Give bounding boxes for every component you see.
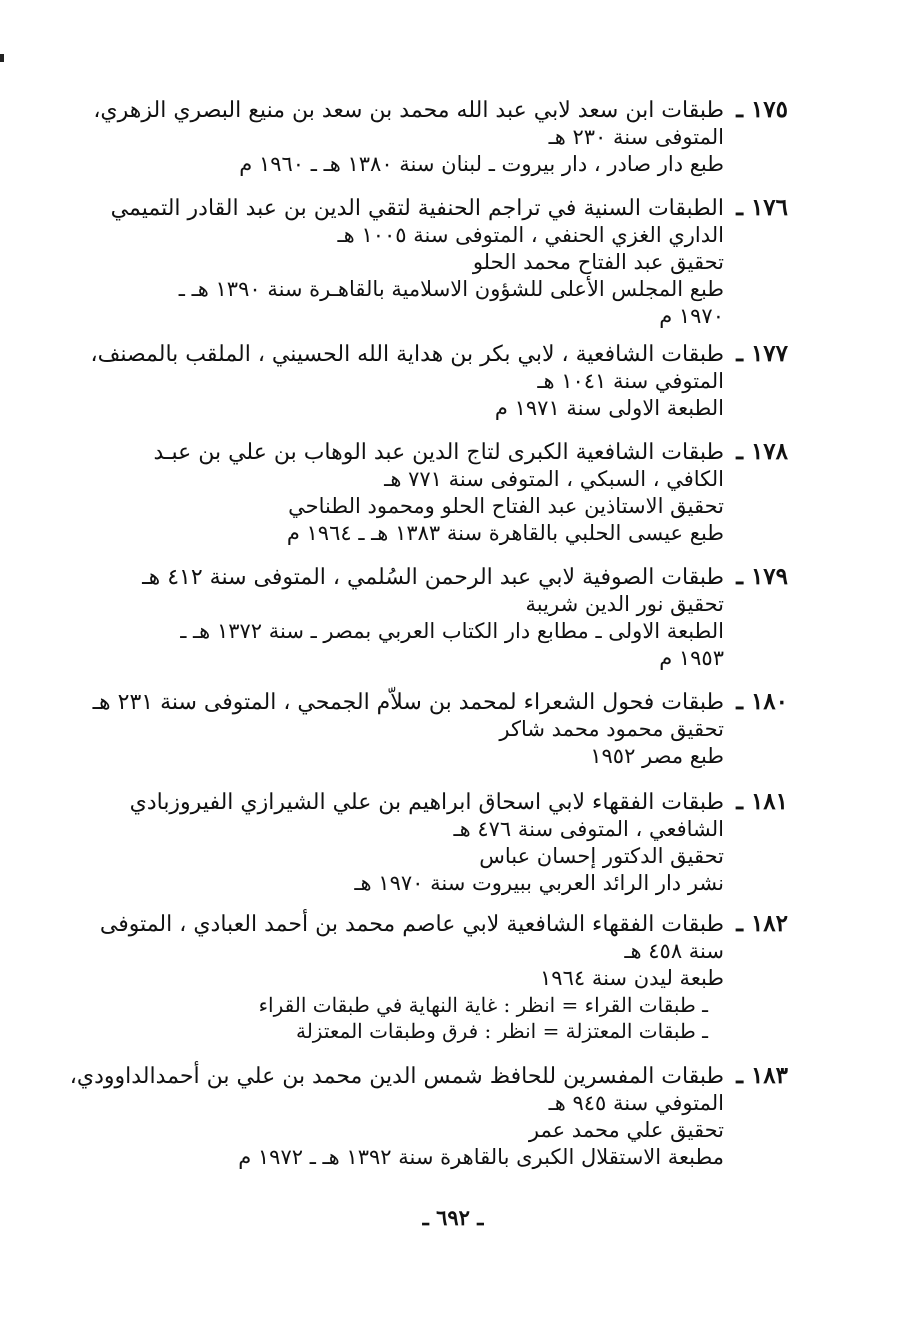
entry-line: نشر دار الرائد العربي ببيروت سنة ١٩٧٠ هـ xyxy=(354,871,724,895)
bibliography-entry xyxy=(98,910,788,1044)
entry-heading xyxy=(90,340,788,368)
entry-number: ١٧٧ ـ xyxy=(736,340,788,367)
entry-title: الطبقات السنية في تراجم الحنفية لتقي الدين بن عبد القادر التميمي xyxy=(110,196,724,221)
entry-line: الطبعة الاولى سنة ١٩٧١ م xyxy=(494,396,724,420)
entry-title: طبقات الفقهاء لابي اسحاق ابراهيم بن علي الشيرازي الفيروزبادي xyxy=(129,790,724,815)
entry-number: ١٧٩ ـ xyxy=(736,563,788,590)
entry-number: ١٧٦ ـ xyxy=(736,194,788,221)
entry-title: طبقات الصوفية لابي عبد الرحمن السُلمي ، المتوفى سنة ٤١٢ هـ xyxy=(142,565,724,590)
bibliography-entry xyxy=(98,563,788,672)
entry-heading xyxy=(98,910,788,938)
entry-line: طبع المجلس الأعلى للشؤون الاسلامية بالقاهـرة سنة ١٣٩٠ هـ ـ xyxy=(178,277,724,301)
bibliography-entry xyxy=(98,438,788,547)
entry-line: تحقيق الدكتور إحسان عباس xyxy=(479,844,724,868)
entry-number: ١٨٠ ـ xyxy=(736,688,788,715)
entry-line: المتوفى سنة ٢٣٠ هـ xyxy=(548,125,724,149)
entry-title: طبقات الفقهاء الشافعية لابي عاصم محمد بن أحمد العبادي ، المتوفى xyxy=(99,912,724,937)
cross-reference: ـ طبقات المعتزلة = انظر : فرق وطبقات المعتزلة xyxy=(295,1019,708,1043)
entry-heading xyxy=(93,96,788,124)
page-number: ـ ٦٩٢ ـ xyxy=(422,1205,484,1230)
entry-line: سنة ٤٥٨ هـ xyxy=(624,939,724,963)
cross-reference: ـ طبقات القراء = انظر : غاية النهاية في طبقات القراء xyxy=(258,993,708,1017)
entry-line: الكافي ، السبكي ، المتوفى سنة ٧٧١ هـ xyxy=(384,467,724,491)
entry-line: تحقيق عبد الفتاح محمد الحلو xyxy=(472,250,724,274)
entry-heading xyxy=(92,688,788,716)
bibliography-entry xyxy=(98,788,788,897)
entry-line: طبعة ليدن سنة ١٩٦٤ xyxy=(540,966,724,990)
entry-line: تحقيق علي محمد عمر xyxy=(528,1118,724,1142)
entry-line: تحقيق نور الدين شريبة xyxy=(525,592,724,616)
entry-line: طبع عيسى الحلبي بالقاهرة سنة ١٣٨٣ هـ ـ ١٩٦٤ م xyxy=(286,521,724,545)
entry-number: ١٨٢ ـ xyxy=(736,910,788,937)
entry-heading xyxy=(69,1062,788,1090)
entry-number: ١٨٣ ـ xyxy=(736,1062,788,1089)
entry-line: طبع دار صادر ، دار بيروت ـ لبنان سنة ١٣٨٠ هـ ـ ١٩٦٠ م xyxy=(239,152,724,176)
entry-title: طبقات الشافعية الكبرى لتاج الدين عبد الوهاب بن علي بن عبـد xyxy=(153,440,724,465)
entry-title: طبقات ابن سعد لابي عبد الله محمد بن سعد بن منيع البصري الزهري، xyxy=(93,98,724,123)
bibliography-entry xyxy=(90,340,788,422)
entry-line: طبع مصر ١٩٥٢ xyxy=(590,744,724,768)
entry-number: ١٨١ ـ xyxy=(736,788,788,815)
entry-line: الشافعي ، المتوفى سنة ٤٧٦ هـ xyxy=(453,817,724,841)
bibliography-entry xyxy=(69,1062,788,1171)
entry-title: طبقات فحول الشعراء لمحمد بن سلاّم الجمحي ، المتوفى سنة ٢٣١ هـ xyxy=(92,690,724,715)
entry-title: طبقات الشافعية ، لابي بكر بن هداية الله الحسيني ، الملقب بالمصنف، xyxy=(90,342,724,367)
entry-line: ١٩٥٣ م xyxy=(659,646,724,670)
entry-line: الداري الغزي الحنفي ، المتوفى سنة ١٠٠٥ هـ xyxy=(337,223,724,247)
entry-line: المتوفي سنة ١٠٤١ هـ xyxy=(537,369,724,393)
entry-line: مطبعة الاستقلال الكبرى بالقاهرة سنة ١٣٩٢ هـ ـ ١٩٧٢ م xyxy=(238,1145,724,1169)
entry-heading xyxy=(98,788,788,816)
entry-line: ١٩٧٠ م xyxy=(659,304,724,328)
entry-heading xyxy=(98,438,788,466)
entry-line: تحقيق محمود محمد شاكر xyxy=(499,717,724,741)
bibliography-entry xyxy=(92,688,788,770)
entry-heading xyxy=(98,563,788,591)
entry-title: طبقات المفسرين للحافظ شمس الدين محمد بن علي بن أحمدالداوودي، xyxy=(69,1064,724,1089)
entry-number: ١٧٨ ـ xyxy=(736,438,788,465)
scan-edge-mark xyxy=(0,54,4,62)
entry-line: تحقيق الاستاذين عبد الفتاح الحلو ومحمود الطناحي xyxy=(288,494,724,518)
entry-heading xyxy=(98,194,788,222)
entry-line: الطبعة الاولى ـ مطابع دار الكتاب العربي بمصر ـ سنة ١٣٧٢ هـ ـ xyxy=(180,619,724,643)
bibliography-entry xyxy=(93,96,788,178)
entry-line: المتوفي سنة ٩٤٥ هـ xyxy=(548,1091,724,1115)
bibliography-entry xyxy=(98,194,788,330)
entry-number: ١٧٥ ـ xyxy=(736,96,788,123)
